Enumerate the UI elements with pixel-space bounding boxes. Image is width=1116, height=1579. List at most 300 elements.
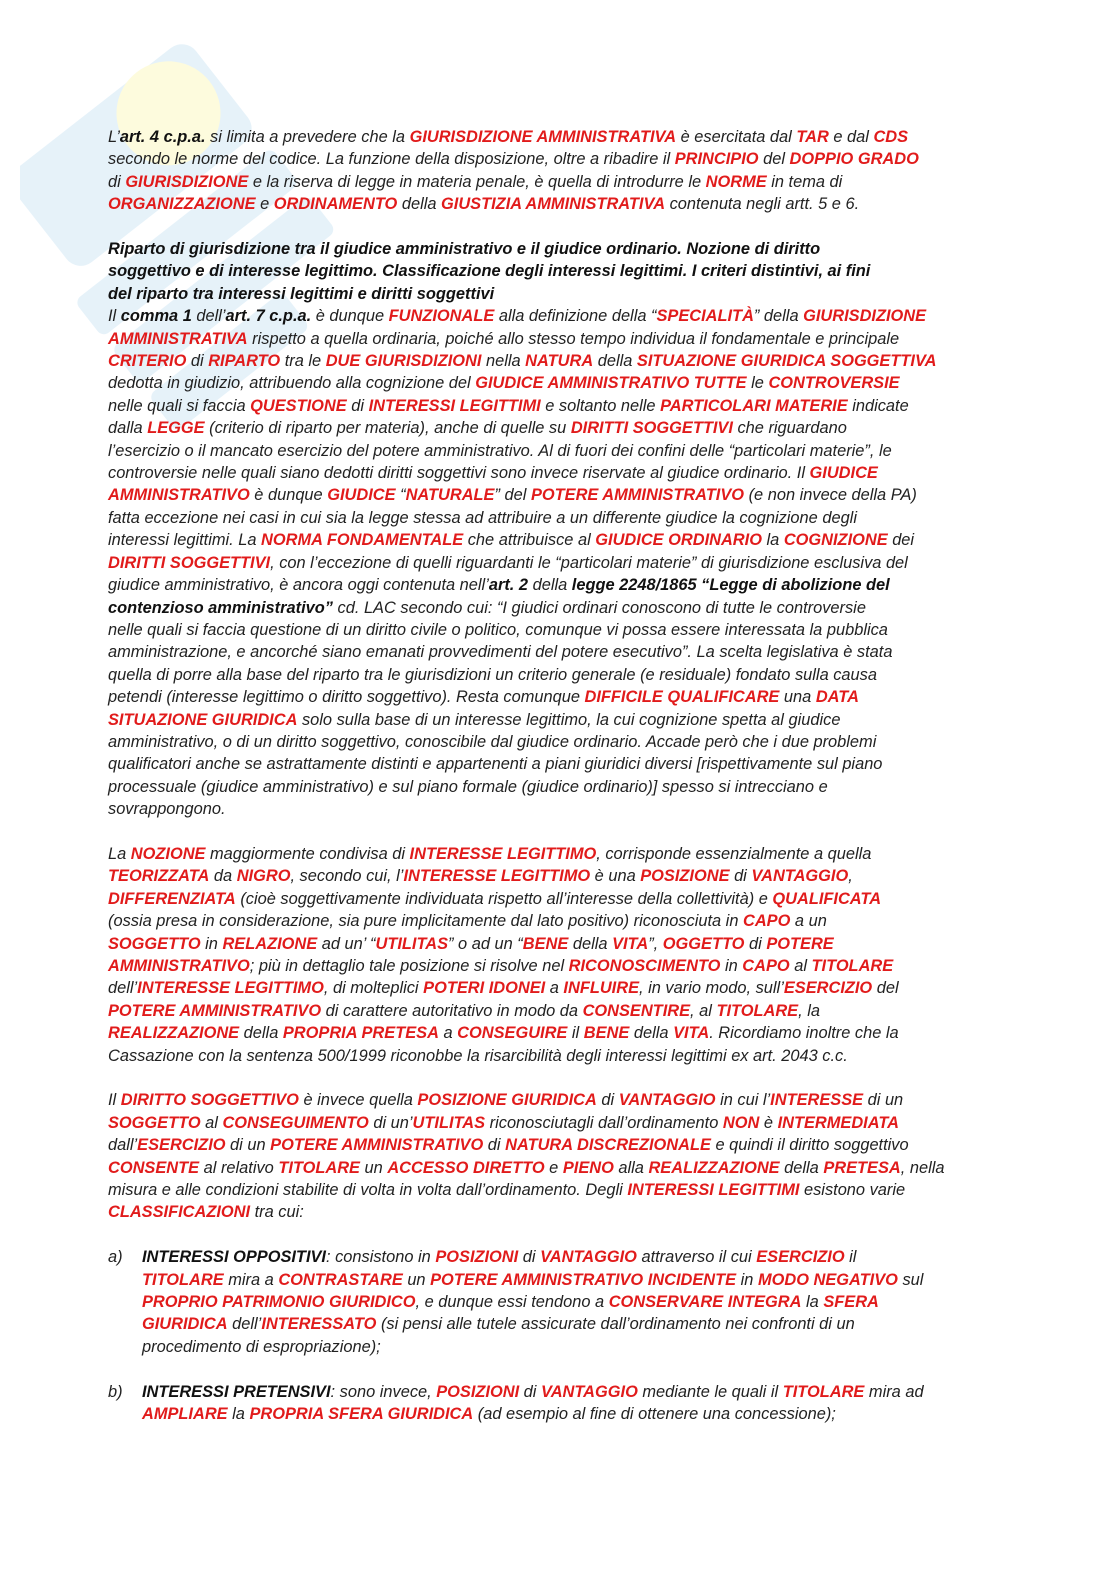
highlighted-term: ESERCIZIO xyxy=(783,979,873,998)
body-text: è una xyxy=(590,867,641,886)
paragraph-gap xyxy=(108,216,1014,238)
body-text: l’esercizio o il mancato esercizio del potere amministrativo. Al di fuori dei confini delle “particolari materie”, le xyxy=(108,441,892,460)
section-heading: soggettivo e di interesse legittimo. Classificazione degli interessi legittimi. I criteri distintivi, ai fini xyxy=(108,262,871,281)
body-text: controversie nelle quali siano dedotti diritti soggettivi sono invece riservate al giudice ordinario. Il xyxy=(108,464,810,483)
text-line xyxy=(108,1134,1014,1156)
body-text: di xyxy=(519,1382,541,1401)
highlighted-term: TITOLARE xyxy=(811,957,894,975)
highlighted-term: TITOLARE xyxy=(716,1001,799,1020)
highlighted-term: UTILITAS xyxy=(412,1113,486,1132)
body-text: esistono varie xyxy=(799,1181,906,1200)
body-text: della xyxy=(629,1024,674,1043)
highlighted-term: CONSENTIRE xyxy=(582,1001,691,1020)
text-line xyxy=(108,753,1014,775)
body-text: le xyxy=(746,374,769,393)
highlighted-term: CLASSIFICAZIONI xyxy=(108,1203,251,1222)
highlighted-term: DIRITTO SOGGETTIVO xyxy=(120,1091,299,1110)
text-line xyxy=(108,1112,1014,1134)
highlighted-term: NOZIONE xyxy=(130,844,206,863)
body-text: in xyxy=(200,934,223,953)
body-text: di xyxy=(744,934,767,953)
text-line xyxy=(108,148,1014,170)
body-text: tra cui: xyxy=(250,1203,304,1222)
text-line xyxy=(108,933,1014,955)
highlighted-term: CONSEGUIMENTO xyxy=(222,1113,369,1132)
highlighted-term: SFERA xyxy=(823,1293,879,1312)
highlighted-term: RELAZIONE xyxy=(222,934,318,953)
body-text: , al xyxy=(690,1001,717,1020)
highlighted-term: CONTROVERSIE xyxy=(768,374,900,393)
text-line xyxy=(142,1269,1014,1291)
body-text: La xyxy=(108,844,131,863)
body-text: mira ad xyxy=(864,1382,924,1401)
highlighted-term: INTERESSE LEGITTIMO xyxy=(403,867,591,886)
body-text: al xyxy=(789,957,812,975)
bold-reference: INTERESSI OPPOSITIVI xyxy=(142,1248,326,1267)
bold-reference: art. 7 c.p.a. xyxy=(225,307,312,326)
text-line xyxy=(108,574,1014,596)
highlighted-term: SOGGETTO xyxy=(108,1113,201,1132)
bold-reference: art. 4 c.p.a. xyxy=(119,128,206,146)
text-line xyxy=(108,395,1014,417)
body-text: attraverso il cui xyxy=(636,1248,757,1267)
body-text: è dunque xyxy=(249,486,328,505)
body-text: dell’ xyxy=(191,307,226,326)
body-text: , in vario modo, sull’ xyxy=(639,979,784,998)
body-text: sul xyxy=(897,1270,924,1289)
text-line xyxy=(108,350,1014,372)
highlighted-term: POTERE AMMINISTRATIVO INCIDENTE xyxy=(430,1270,737,1289)
body-text: di carattere autoritativo in modo da xyxy=(321,1001,583,1020)
body-text: contenuta negli artt. 5 e 6. xyxy=(665,195,860,214)
highlighted-term: AMMINISTRATIVO xyxy=(108,486,250,505)
highlighted-term: PROPRIA SFERA GIURIDICA xyxy=(249,1405,474,1424)
paragraph-gap xyxy=(108,1224,1014,1246)
text-line xyxy=(108,686,1014,708)
highlighted-term: VITA xyxy=(612,934,649,953)
highlighted-term: POSIZIONE xyxy=(640,867,730,886)
highlighted-term: POTERE xyxy=(766,934,834,953)
highlighted-term: GIURIDICA xyxy=(142,1315,228,1334)
body-text: della xyxy=(528,576,572,595)
highlighted-term: VANTAGGIO xyxy=(541,1382,638,1401)
body-text: ”, xyxy=(648,934,663,953)
body-text: dall’ xyxy=(108,1136,138,1155)
highlighted-term: ESERCIZIO xyxy=(756,1248,845,1267)
highlighted-term: DIRITTI SOGGETTIVI xyxy=(570,419,733,438)
list-item xyxy=(108,1246,1014,1358)
highlighted-term: SOGGETTO xyxy=(108,934,201,953)
text-line xyxy=(142,1336,1014,1358)
highlighted-term: NON xyxy=(722,1113,760,1132)
highlighted-term: DIRITTI SOGGETTIVI xyxy=(108,553,271,572)
body-text: della xyxy=(397,195,442,214)
highlighted-term: ORGANIZZAZIONE xyxy=(108,195,256,214)
body-text: il xyxy=(567,1024,584,1043)
text-line xyxy=(142,1291,1014,1313)
body-text: fatta eccezione nei casi in cui sia la legge stessa ad attribuire a un differente giudice la cognizione degli xyxy=(108,508,857,527)
body-text: ” della xyxy=(753,307,804,326)
body-text: amministrativo, o di un diritto soggettivo, conoscibile dal giudice ordinario. Accade però che i due problemi xyxy=(108,732,877,751)
body-text: dedotta in giudizio, attribuendo alla cognizione del xyxy=(108,374,476,393)
body-text: “ xyxy=(395,486,406,505)
text-line xyxy=(108,977,1014,999)
body-text: Cassazione con la sentenza 500/1999 riconobbe la risarcibilità degli interessi legittimi ex art. 2043 c.c. xyxy=(108,1046,848,1065)
body-text: di xyxy=(483,1136,506,1155)
highlighted-term: GIUDICE xyxy=(809,464,878,483)
body-text: che riguardano xyxy=(732,419,847,438)
paragraph-gap xyxy=(108,821,1014,843)
highlighted-term: SPECIALITÀ xyxy=(656,307,754,326)
body-text: interessi legittimi. La xyxy=(108,531,262,550)
body-text: di xyxy=(729,867,752,886)
highlighted-term: FUNZIONALE xyxy=(388,307,495,326)
list-item xyxy=(108,1381,1014,1426)
highlighted-term: RICONOSCIMENTO xyxy=(568,957,721,975)
highlighted-term: AMPLIARE xyxy=(142,1405,228,1424)
text-line xyxy=(108,865,1014,887)
text-line xyxy=(108,798,1014,820)
list-gap xyxy=(108,1358,1014,1380)
highlighted-term: CDS xyxy=(873,128,909,146)
text-line xyxy=(108,910,1014,932)
body-text: in xyxy=(720,957,743,975)
body-text: della xyxy=(779,1158,824,1177)
highlighted-term: INTERESSATO xyxy=(261,1315,377,1334)
body-text: . Ricordiamo inoltre che la xyxy=(709,1024,899,1043)
body-text: alla xyxy=(613,1158,649,1177)
body-text: , secondo cui, l’ xyxy=(290,867,404,886)
highlighted-term: GIUDICE xyxy=(327,486,396,505)
body-text: dalla xyxy=(108,419,148,438)
highlighted-term: DOPPIO GRADO xyxy=(789,150,919,169)
body-text: dell’ xyxy=(108,979,138,998)
body-text: nelle quali si faccia questione di un diritto civile o politico, comunque vi possa essere interessata la pubblica xyxy=(108,620,888,639)
highlighted-term: NATURALE xyxy=(405,486,495,505)
text-line xyxy=(108,462,1014,484)
highlighted-term: DATA xyxy=(815,688,859,707)
list-marker: a) xyxy=(108,1248,123,1267)
text-line xyxy=(108,619,1014,641)
paragraph-diritto-soggettivo xyxy=(108,1089,1014,1223)
text-line xyxy=(108,283,1014,305)
text-line xyxy=(108,731,1014,753)
highlighted-term: NATURA DISCREZIONALE xyxy=(505,1136,711,1155)
highlighted-term: RIPARTO xyxy=(208,352,281,371)
body-text: (cioè soggettivamente individuata rispetto all’interesse della collettività) e xyxy=(235,889,773,908)
body-text: ; più in dettaglio tale posizione si risolve nel xyxy=(249,957,569,975)
body-text: (si pensi alle tutele assicurate dall’ordinamento nei confronti di un xyxy=(376,1315,855,1334)
highlighted-term: INTERESSE xyxy=(770,1091,864,1110)
highlighted-term: POSIZIONI xyxy=(435,1248,519,1267)
body-text: cd. LAC secondo cui: “I giudici ordinari conoscono di tutte le controversie xyxy=(332,598,866,617)
text-line xyxy=(108,171,1014,193)
body-text: (ad esempio al fine di ottenere una concessione); xyxy=(473,1405,836,1424)
text-line xyxy=(108,260,1014,282)
body-text: e quindi il diritto soggettivo xyxy=(710,1136,909,1155)
body-text: e xyxy=(255,195,274,214)
highlighted-term: INTERMEDIATA xyxy=(777,1113,899,1132)
body-text: è xyxy=(759,1113,778,1132)
body-text: : consistono in xyxy=(325,1248,436,1267)
list-marker: b) xyxy=(108,1382,123,1401)
section-heading: del riparto tra interessi legittimi e diritti soggettivi xyxy=(108,284,495,303)
body-text: in cui l’ xyxy=(715,1091,771,1110)
highlighted-term: GIUSTIZIA AMMINISTRATIVA xyxy=(441,195,666,214)
text-line xyxy=(108,552,1014,574)
text-line xyxy=(108,1000,1014,1022)
text-line xyxy=(108,1022,1014,1044)
highlighted-term: ACCESSO DIRETTO xyxy=(387,1158,545,1177)
body-text: si limita a prevedere che la xyxy=(205,128,410,146)
body-text: petendi (interesse legittimo o diritto soggettivo). Resta comunque xyxy=(108,688,585,707)
body-text: del xyxy=(758,150,790,169)
highlighted-term: BENE xyxy=(583,1024,630,1043)
highlighted-term: REALIZZAZIONE xyxy=(648,1158,780,1177)
text-line xyxy=(108,1179,1014,1201)
body-text: rispetto a quella ordinaria, poiché allo stesso tempo individua il fondamentale e principale xyxy=(247,329,900,348)
highlighted-term: GIURISDIZIONE xyxy=(125,172,249,191)
highlighted-term: POTERI IDONEI xyxy=(423,979,546,998)
highlighted-term: PARTICOLARI MATERIE xyxy=(660,396,848,415)
highlighted-term: BENE xyxy=(522,934,569,953)
text-line xyxy=(108,709,1014,731)
body-text: di xyxy=(186,352,209,371)
body-text: dell’ xyxy=(227,1315,262,1334)
body-text: giudice amministrativo, è ancora oggi contenuta nell’ xyxy=(108,576,489,595)
highlighted-term: MODO NEGATIVO xyxy=(757,1270,898,1289)
body-text: , xyxy=(848,867,853,886)
body-text: mediante le quali il xyxy=(637,1382,783,1401)
text-line xyxy=(108,417,1014,439)
text-line xyxy=(108,507,1014,529)
body-text: quella di porre alla base del riparto tra le giurisdizioni un criterio generale (e residuale) fondato sulla causa xyxy=(108,665,877,684)
highlighted-term: NIGRO xyxy=(236,867,291,886)
section-heading: Riparto di giurisdizione tra il giudice amministrativo e il giudice ordinario. Nozione di diritto xyxy=(108,240,821,259)
body-text: della xyxy=(568,934,613,953)
body-text: della xyxy=(593,352,637,371)
body-text: di xyxy=(518,1248,541,1267)
highlighted-term: INTERESSI LEGITTIMI xyxy=(627,1181,800,1200)
highlighted-term: VANTAGGIO xyxy=(751,867,849,886)
text-line xyxy=(142,1403,1014,1425)
body-text: di xyxy=(346,396,369,415)
highlighted-term: VANTAGGIO xyxy=(540,1248,637,1267)
body-text: , nella xyxy=(900,1158,945,1177)
body-text: , di molteplici xyxy=(323,979,424,998)
text-line xyxy=(108,955,1014,977)
highlighted-term: LEGGE xyxy=(147,419,205,438)
highlighted-term: CONSERVARE INTEGRA xyxy=(608,1293,802,1312)
highlighted-term: AMMINISTRATIVA xyxy=(108,329,248,348)
text-line xyxy=(108,529,1014,551)
text-line xyxy=(108,1089,1014,1111)
body-text: in tema di xyxy=(766,172,843,191)
bold-reference: comma 1 xyxy=(120,307,192,326)
body-text: è dunque xyxy=(311,307,389,326)
body-text: riconosciutagli dall’ordinamento xyxy=(485,1113,723,1132)
highlighted-term: POSIZIONE GIURIDICA xyxy=(417,1091,597,1110)
highlighted-term: TITOLARE xyxy=(142,1270,224,1289)
body-text: la xyxy=(761,531,784,550)
highlighted-term: REALIZZAZIONE xyxy=(108,1024,240,1043)
body-text: di un xyxy=(863,1091,904,1110)
body-text: , la xyxy=(798,1001,820,1020)
highlighted-term: NATURA xyxy=(525,352,594,371)
highlighted-term: DUE GIURISDIZIONI xyxy=(325,352,482,371)
text-line xyxy=(108,1157,1014,1179)
body-text: ” o ad un “ xyxy=(448,934,523,953)
body-text: processuale (giudice amministrativo) e sul piano formale (giudice ordinario)] spesso si intrecciano e xyxy=(108,777,828,796)
body-text: è esercitata dal xyxy=(676,128,797,146)
highlighted-term: QUALIFICATA xyxy=(772,889,882,908)
body-text: la xyxy=(801,1293,824,1312)
body-text: , con l’eccezione di quelli riguardanti le “particolari materie” di giurisdizione esclusiva del xyxy=(270,553,908,572)
highlighted-term: CRITERIO xyxy=(108,352,187,371)
bold-reference: contenzioso amministrativo” xyxy=(108,598,333,617)
text-line xyxy=(108,328,1014,350)
highlighted-term: ESERCIZIO xyxy=(137,1136,226,1155)
body-text: (ossia presa in considerazione, sia pure implicitamente dal lato positivo) riconosciuta in xyxy=(108,912,743,931)
highlighted-term: GIURISDIZIONE xyxy=(803,307,927,326)
highlighted-term: DIFFICILE QUALIFICARE xyxy=(584,688,780,707)
highlighted-term: INTERESSE LEGITTIMO xyxy=(409,844,597,863)
text-line xyxy=(108,888,1014,910)
highlighted-term: INFLUIRE xyxy=(563,979,639,998)
highlighted-term: TITOLARE xyxy=(278,1158,360,1177)
body-text: nella xyxy=(481,352,526,371)
highlighted-term: CONSENTE xyxy=(108,1158,200,1177)
body-text: , corrisponde essenzialmente a quella xyxy=(596,844,872,863)
text-line xyxy=(108,484,1014,506)
body-text: secondo le norme del codice. La funzione della disposizione, oltre a ribadire il xyxy=(108,150,675,169)
body-text: della xyxy=(239,1024,283,1043)
body-text: e la riserva di legge in materia penale, è quella di introdurre le xyxy=(248,172,706,191)
body-text: sovrappongono. xyxy=(108,800,226,819)
highlighted-term: POSIZIONI xyxy=(436,1382,520,1401)
highlighted-term: PIENO xyxy=(562,1158,614,1177)
highlighted-term: TITOLARE xyxy=(782,1382,865,1401)
paragraph-gap xyxy=(108,1067,1014,1089)
body-text: (e non invece della PA) xyxy=(744,486,917,505)
highlighted-term: COGNIZIONE xyxy=(783,531,888,550)
body-text: (criterio di riparto per materia), anche di quelle su xyxy=(204,419,571,438)
body-text: alla definizione della “ xyxy=(494,307,657,326)
text-line xyxy=(108,238,1014,260)
highlighted-term: NORMA FONDAMENTALE xyxy=(261,531,464,550)
text-line xyxy=(108,776,1014,798)
text-line xyxy=(108,305,1014,327)
body-text: solo sulla base di un interesse legittimo, la cui cognizione spetta al giudice xyxy=(297,710,841,729)
text-line xyxy=(108,1201,1014,1223)
body-text: maggiormente condivisa di xyxy=(205,844,410,863)
body-text: e soltanto nelle xyxy=(540,396,661,415)
body-text: amministrazione, e ancorché siano emanati provvedimenti del potere esecutivo”. La scelta legislativa è stata xyxy=(108,643,893,662)
body-text: del xyxy=(872,979,899,998)
body-text: a xyxy=(545,979,564,998)
body-text: e xyxy=(544,1158,563,1177)
body-text: che attribuisce al xyxy=(463,531,596,550)
highlighted-term: CONTRASTARE xyxy=(278,1270,403,1289)
highlighted-term: INTERESSI LEGITTIMI xyxy=(368,396,541,415)
body-text: dei xyxy=(887,531,915,550)
highlighted-term: PROPRIA PRETESA xyxy=(282,1024,439,1043)
text-line xyxy=(108,664,1014,686)
body-text: nelle quali si faccia xyxy=(108,396,251,415)
body-text: : sono invece, xyxy=(330,1382,437,1401)
highlighted-term: CAPO xyxy=(743,912,791,931)
body-text: procedimento di espropriazione); xyxy=(142,1337,381,1356)
highlighted-term: PRINCIPIO xyxy=(674,150,759,169)
body-text: misura e alle condizioni stabilite di volta in volta dall’ordinamento. Degli xyxy=(108,1181,628,1200)
highlighted-term: CAPO xyxy=(742,957,790,975)
highlighted-term: CONSEGUIRE xyxy=(457,1024,568,1043)
text-line xyxy=(108,597,1014,619)
highlighted-term: ORDINAMENTO xyxy=(273,195,398,214)
text-line xyxy=(108,1045,1014,1067)
highlighted-term: GIUDICE ORDINARIO xyxy=(595,531,762,550)
body-text: ad un’ “ xyxy=(317,934,376,953)
highlighted-term: INTERESSE LEGITTIMO xyxy=(137,979,324,998)
text-line xyxy=(142,1246,1014,1268)
body-text: un xyxy=(402,1270,431,1289)
text-line xyxy=(108,440,1014,462)
highlighted-term: UTILITAS xyxy=(375,934,449,953)
body-text: al xyxy=(200,1113,223,1132)
highlighted-term: DIFFERENZIATA xyxy=(108,889,236,908)
body-text: di un xyxy=(225,1136,271,1155)
body-text: Il xyxy=(108,1091,121,1110)
text-line xyxy=(108,126,1014,148)
bold-reference: INTERESSI PRETENSIVI xyxy=(142,1382,331,1401)
body-text: un xyxy=(360,1158,388,1177)
body-text: qualificatori anche se astrattamente distinti e appartenenti a piani giuridici diversi [rispettivamente sul piano xyxy=(108,755,883,774)
body-text: la xyxy=(227,1405,250,1424)
highlighted-term: POTERE AMMINISTRATIVO xyxy=(108,1001,322,1020)
highlighted-term: NORME xyxy=(705,172,767,191)
highlighted-term: PROPRIO PATRIMONIO GIURIDICO xyxy=(142,1293,416,1312)
body-text: di xyxy=(596,1091,619,1110)
body-text: mira a xyxy=(223,1270,279,1289)
body-text: , e dunque essi tendono a xyxy=(415,1293,609,1312)
body-text: tra le xyxy=(280,352,326,371)
highlighted-term: VITA xyxy=(673,1024,710,1043)
bold-reference: art. 2 xyxy=(488,576,529,595)
body-text: da xyxy=(209,867,237,886)
classification-list xyxy=(108,1246,1014,1425)
highlighted-term: GIURISDIZIONE AMMINISTRATIVA xyxy=(409,128,677,146)
body-text: a un xyxy=(790,912,827,931)
paragraph-art4 xyxy=(108,126,1014,216)
body-text: è invece quella xyxy=(298,1091,418,1110)
highlighted-term: OGGETTO xyxy=(662,934,745,953)
bold-reference: legge 2248/1865 “Legge di abolizione del xyxy=(571,576,890,595)
highlighted-term: TAR xyxy=(796,128,829,146)
text-line xyxy=(108,843,1014,865)
text-line xyxy=(142,1381,1014,1403)
highlighted-term: SITUAZIONE GIURIDICA xyxy=(108,710,298,729)
text-line xyxy=(108,193,1014,215)
body-text: di xyxy=(108,172,126,191)
body-text: Il xyxy=(108,307,121,326)
body-text: a xyxy=(438,1024,458,1043)
highlighted-term: AMMINISTRATIVO xyxy=(108,957,250,975)
paragraph-interesse-legittimo xyxy=(108,843,1014,1067)
body-text: il xyxy=(844,1248,857,1267)
body-text: al relativo xyxy=(199,1158,279,1177)
section-riparto-giurisdizione xyxy=(108,238,1014,821)
body-text: in xyxy=(736,1270,758,1289)
